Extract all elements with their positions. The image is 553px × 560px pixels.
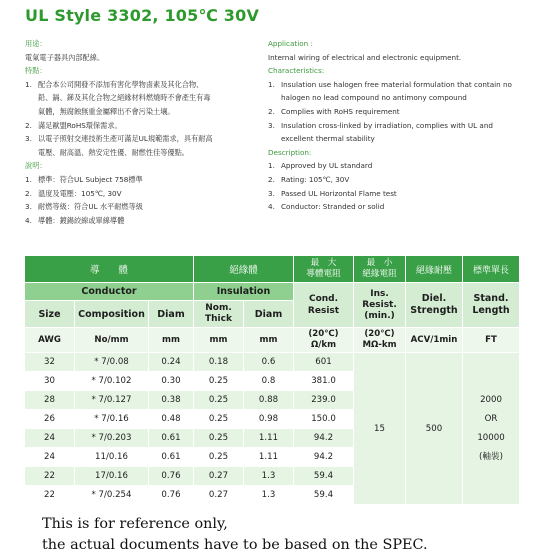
table-row: 32 * 7/0.08 0.24 0.18 0.6 601 15 500 2000 OR 10000 (軸裝) — [25, 353, 520, 372]
en-insulation-header: Insulation — [194, 283, 294, 301]
en-diel-header: Diel. Strength — [406, 283, 463, 328]
diam-header: Diam — [149, 301, 194, 328]
application-heading-zh: 用途： — [25, 39, 47, 48]
ins-resist-value: 15 — [354, 353, 406, 505]
zh-diel-header: 絕緣耐壓 — [406, 256, 463, 283]
spec-table — [24, 255, 520, 505]
description-item-zh: 4. 導體：鍍錫絞線或單線導體 — [25, 215, 125, 225]
en-ins-resist-header: Ins. Resist. (min.) — [354, 283, 406, 328]
application-text-zh: 電氣電子器具內部配線。 — [25, 52, 105, 62]
table-row: 26 * 7/0.16 0.48 0.25 0.98 150.0 — [25, 410, 520, 429]
ins-diam-header: Diam — [244, 301, 294, 328]
description-item-en: 1. Approved by UL standard — [268, 161, 373, 171]
reference-note-line-2: the actual documents have to be based on the SPEC. — [42, 537, 428, 553]
characteristic-item-en: 2. Complies with RoHS requirement — [268, 106, 400, 116]
unit-diam: mm — [149, 328, 194, 353]
table-row: 24 * 7/0.203 0.61 0.25 1.11 94.2 — [25, 429, 520, 448]
zh-insulation-header: 絕緣體 — [194, 256, 294, 283]
characteristic-item-zh: 1. 配合本公司開發不添加有害化學物鹵素及其化合物、 — [25, 79, 204, 89]
characteristic-item-zh: 2. 滿足歐盟RoHS環保需求。 — [25, 120, 122, 130]
unit-thick: mm — [194, 328, 244, 353]
unit-diel: ACV/1min — [406, 328, 463, 353]
nom-thick-header: Nom. Thick — [194, 301, 244, 328]
description-item-zh: 1. 標準：符合UL Subject 758標準 — [25, 174, 143, 184]
english-spec-column — [268, 37, 538, 214]
en-conductor-header: Conductor — [25, 283, 194, 301]
composition-header: Composition — [75, 301, 149, 328]
characteristics-heading-en: Characteristics: — [268, 66, 325, 76]
reference-note-line-1: This is for reference only, — [42, 516, 228, 532]
unit-ins-diam: mm — [244, 328, 294, 353]
unit-size: AWG — [25, 328, 75, 353]
description-item-en: 2. Rating: 105℃, 30V — [268, 174, 350, 184]
table-row: 30 * 7/0.102 0.30 0.25 0.8 381.0 — [25, 372, 520, 391]
table-row: 28 * 7/0.127 0.38 0.25 0.88 239.0 — [25, 391, 520, 410]
characteristic-item-en: 3. Insulation cross-linked by irradiation, complies with UL and — [268, 120, 493, 130]
page-title: UL Style 3302, 105℃ 30V — [25, 6, 260, 25]
zh-max-resist-header: 最 大 導體電阻 — [294, 256, 354, 283]
characteristic-item-zh: 3. 以電子照射交連技術生產可滿足UL規範需求，具有耐高 — [25, 134, 213, 144]
chinese-spec-column — [25, 37, 260, 227]
application-heading-en: Application : — [268, 39, 313, 48]
zh-min-ins-resist-header: 最 小 絕緣電阻 — [354, 256, 406, 283]
length-value: 2000 OR 10000 (軸裝) — [463, 353, 520, 505]
table-row: 22 17/0.16 0.76 0.27 1.3 59.4 — [25, 467, 520, 486]
table-row: 24 11/0.16 0.61 0.25 1.11 94.2 — [25, 448, 520, 467]
reference-note — [42, 514, 428, 556]
characteristic-item-en: 1. Insulation use halogen free material formulation that contain no — [268, 79, 512, 89]
zh-conductor-header: 導 體 — [25, 256, 194, 283]
characteristic-item-zh-cont: 電壓、耐高溫、熱安定性優、耐燃性佳等優點。 — [38, 147, 189, 157]
characteristic-item-en-cont: excellent thermal stability — [281, 134, 375, 144]
zh-length-header: 標準單長 — [463, 256, 520, 283]
table-row: 22 * 7/0.254 0.76 0.27 1.3 59.4 — [25, 486, 520, 505]
description-item-en: 3. Passed UL Horizontal Flame test — [268, 188, 397, 198]
characteristic-item-en-cont: halogen no lead compound no antimony compound — [281, 93, 467, 103]
characteristic-item-zh-cont: 氣體，無腐蝕無重金屬釋出不會污染土壤。 — [38, 106, 175, 116]
unit-resist: (20℃) Ω/km — [294, 328, 354, 353]
en-cond-resist-header: Cond. Resist — [294, 283, 354, 328]
description-item-zh: 3. 耐燃等級：符合UL 水平耐燃等級 — [25, 202, 143, 212]
characteristic-item-zh-cont: 鉛、鎘、銻及其化合物之絕緣材料燃燒時不會產生有毒 — [38, 93, 211, 103]
description-item-en: 4. Conductor: Stranded or solid — [268, 202, 385, 212]
unit-ins-resist: (20℃) MΩ-km — [354, 328, 406, 353]
description-heading-en: Description: — [268, 147, 312, 157]
unit-length: FT — [463, 328, 520, 353]
size-header: Size — [25, 301, 75, 328]
characteristics-heading-zh: 特點： — [25, 66, 47, 76]
application-text-en: Internal wiring of electrical and electronic equipment. — [268, 52, 462, 62]
unit-composition: No/mm — [75, 328, 149, 353]
description-item-zh: 2. 溫度及電壓：105℃, 30V — [25, 188, 122, 198]
description-heading-zh: 說明： — [25, 161, 47, 171]
en-stand-header: Stand. Length — [463, 283, 520, 328]
diel-value: 500 — [406, 353, 463, 505]
